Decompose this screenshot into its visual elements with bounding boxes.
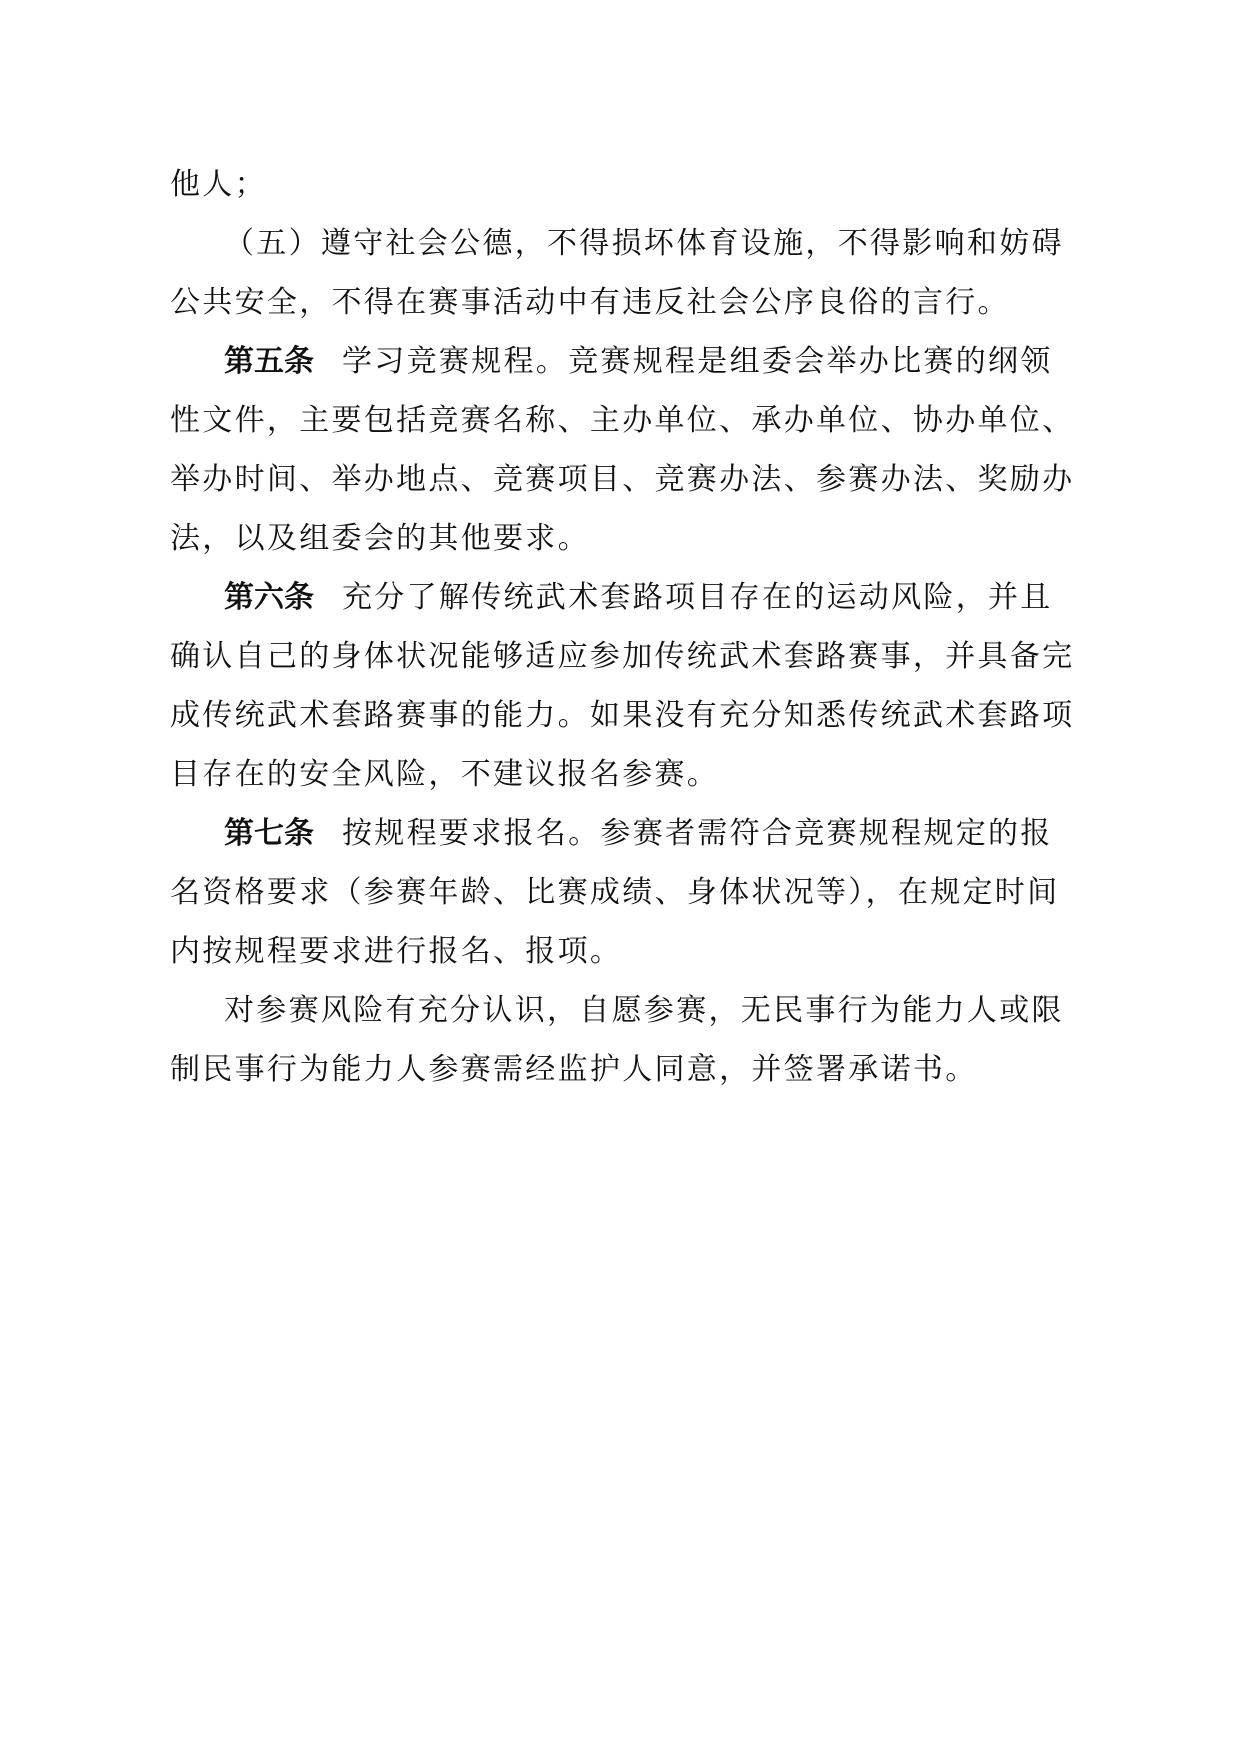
text-line: 确认自己的身体状况能够适应参加传统武术套路赛事，并具备完 <box>170 639 1075 674</box>
article-label: 第六条 <box>224 580 314 615</box>
text-line: （五）遵守社会公德，不得损坏体育设施，不得影响和妨碍 <box>224 226 1064 261</box>
text-line: 性文件，主要包括竞赛名称、主办单位、承办单位、协办单位、 <box>170 403 1075 438</box>
text-line: 成传统武术套路赛事的能力。如果没有充分知悉传统武术套路项 <box>170 698 1075 733</box>
text-line: 公共安全，不得在赛事活动中有违反社会公序良俗的言行。 <box>170 285 1010 320</box>
text-line: 法，以及组委会的其他要求。 <box>170 521 590 556</box>
article-label: 第七条 <box>224 816 314 851</box>
article-5-first-line <box>224 342 1053 382</box>
text-line: 名资格要求（参赛年龄、比赛成绩、身体状况等），在规定时间 <box>170 875 1060 910</box>
text-line: 制民事行为能力人参赛需经监护人同意，并签署承诺书。 <box>170 1052 978 1087</box>
article-7-first-line <box>224 814 1053 854</box>
text-line: 内按规程要求进行报名、报项。 <box>170 934 623 969</box>
text-line: 对参赛风险有充分认识，自愿参赛，无民事行为能力人或限 <box>224 993 1064 1028</box>
text-line: 举办时间、举办地点、竞赛项目、竞赛办法、参赛办法、奖励办 <box>170 462 1075 497</box>
text-line: 他人； <box>170 167 267 202</box>
article-text: 充分了解传统武术套路项目存在的运动风险，并且 <box>342 580 1053 615</box>
article-text: 学习竞赛规程。竞赛规程是组委会举办比赛的纲领 <box>342 344 1053 379</box>
article-text: 按规程要求报名。参赛者需符合竞赛规程规定的报 <box>342 816 1053 851</box>
text-line: 目存在的安全风险，不建议报名参赛。 <box>170 757 720 792</box>
article-label: 第五条 <box>224 344 314 379</box>
article-6-first-line <box>224 578 1053 618</box>
